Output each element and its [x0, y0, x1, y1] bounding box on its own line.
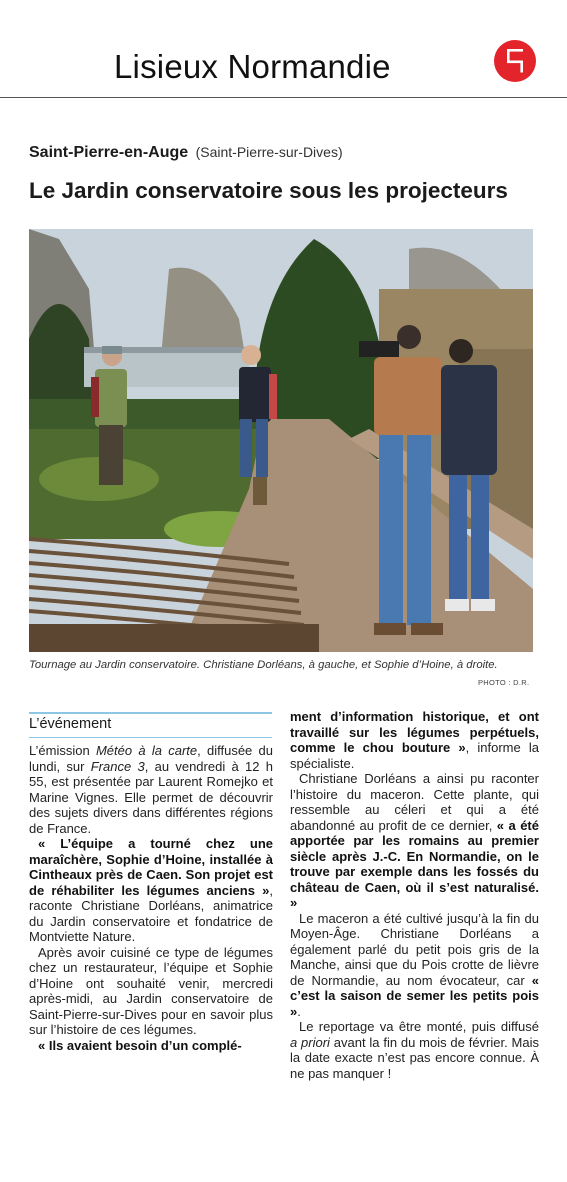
ouest-france-logo-icon: [494, 40, 536, 82]
quote: « L’équipe a tourné chez une maraîchère, Sophie d’Hoine, installée à Cintheaux près de Caen. Son projet est de réhabiliter les légumes anciens »: [29, 836, 273, 898]
channel-name: France 3: [90, 758, 145, 774]
show-title: Météo à la carte: [95, 743, 198, 758]
masthead-title: Lisieux Normandie: [114, 48, 391, 85]
kicker-subtown: (Saint-Pierre-sur-Dives): [195, 144, 343, 160]
quote: « a été apportée par les romains au premier siècle après J.-C. En Normandie, on le trouve par exemple dans les fossés du château de Caen, où il s’est naturalisé. »: [290, 817, 539, 910]
kicker-town: Saint-Pierre-en-Auge: [29, 144, 189, 161]
article-photo: [29, 229, 533, 652]
italic-phrase: a priori: [290, 1034, 330, 1050]
garden-filming-scene-image: [29, 229, 533, 652]
article-headline: Le Jardin conservatoire sous les projecteurs: [29, 178, 508, 203]
section-rule-bottom: [29, 737, 272, 738]
paragraph: ment d’information historique, et ont travaillé sur les légumes perpétuels, comme le chou bouture », informe la spécialiste.: [290, 709, 539, 771]
paragraph: « L’équipe a tourné chez une maraîchère, Sophie d’Hoine, installée à Cintheaux près de Caen. Son projet est de réhabiliter les légumes anciens », raconte Christiane Dorléans, animatrice du Jardin conservatoire et fondatrice de Montviette Nature.: [29, 836, 273, 944]
article-column-2: [290, 709, 539, 1081]
section-label: L’événement: [29, 716, 112, 732]
paragraph: Le reportage va être monté, puis diffusé a priori avant la fin du mois de février. Mais la date exacte n’est pas encore connue. À ne pas manquer !: [290, 1019, 539, 1081]
paragraph: L’émission Météo à la carte, diffusée du lundi, sur France 3, au vendredi à 12 h 55, est présentée par Laurent Romejko et Marine Vignes. Elle permet de découvrir des sujets divers dans différentes régions de France.: [29, 743, 274, 836]
paragraph: Après avoir cuisiné ce type de légumes chez un restaurateur, l’équipe et Sophie d’Hoine ont souhaité venir, mercredi après-midi, au Jardin conservatoire de Saint-Pierre-sur-Dives pour en savoir plus sur l’histoire de ces légumes.: [29, 944, 273, 1037]
masthead: [0, 0, 567, 98]
photo-credit: PHOTO : D.R.: [478, 678, 530, 687]
paragraph: [29, 1038, 273, 1054]
article-column-1: [29, 743, 273, 1053]
section-rule-top: [29, 712, 272, 714]
quote: « c’est la saison de semer les petits pois »: [290, 972, 539, 1019]
photo-caption: Tournage au Jardin conservatoire. Christiane Dorléans, à gauche, et Sophie d’Hoine, à droite.: [29, 659, 498, 671]
quote: ment d’information historique, et ont travaillé sur les légumes perpétuels, comme le chou bouture »: [290, 709, 539, 755]
article-kicker: [29, 144, 343, 162]
paragraph: Christiane Dorléans a ainsi pu raconter l’histoire du maceron. Cette plante, qui ressemble au céleri et qui a été abandonné au profit de ce dernier, « a été apportée par les romains au premier siècle après J.-C. En Normandie, on le trouve par exemple dans les fossés du château de Caen, où il s’est naturalisé. »: [290, 771, 539, 910]
quote: « Ils avaient besoin d’un complé-: [38, 1037, 242, 1053]
paragraph: Le maceron a été cultivé jusqu’à la fin du Moyen-Âge. Christiane Dorléans a également parlé du petit pois gris de la Manche, ainsi que du Pois crotte de lièvre de Normandie, au nom évocateur, car « c’est la saison de semer les petits pois ».: [290, 910, 539, 1019]
